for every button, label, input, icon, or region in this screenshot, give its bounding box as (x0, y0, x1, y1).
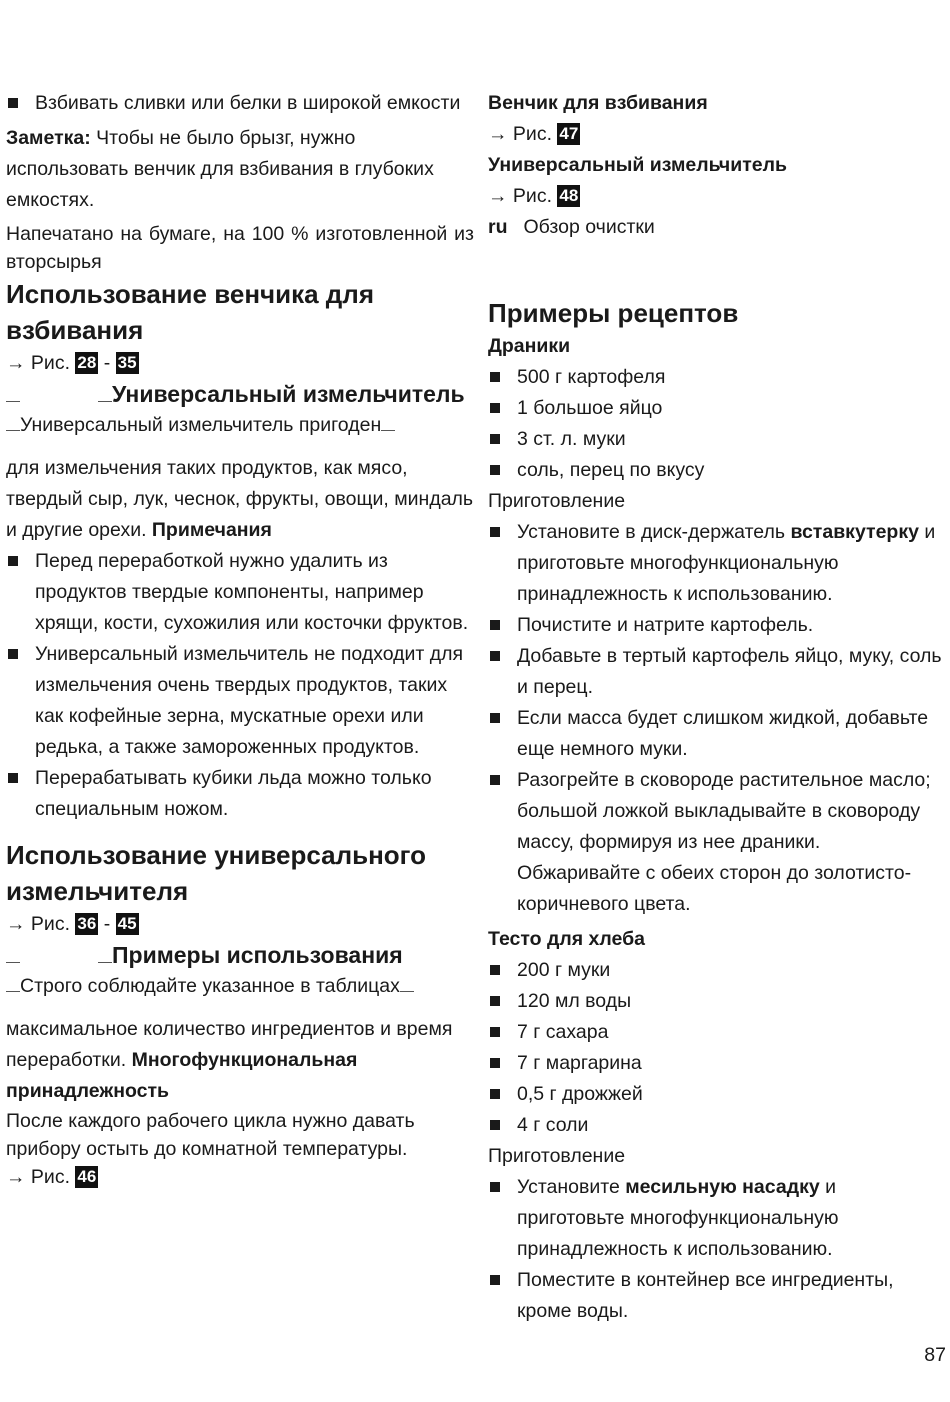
cleaning-overview-text: Обзор очистки (523, 216, 655, 238)
figure-badge-48: 48 (559, 186, 579, 205)
figure-badge-47: 47 (559, 124, 579, 143)
heading-examples (6, 940, 474, 971)
marker-line (6, 977, 20, 992)
marker-line (6, 416, 20, 431)
heading-examples-text: Примеры использования (112, 942, 403, 968)
whip-bullet-list (6, 88, 474, 119)
whisk-label: Венчик для взбивания (488, 92, 708, 114)
note-paragraph (6, 123, 474, 216)
notes-label: Примечания (146, 519, 272, 541)
step-text: и приготовьте многофункциональную принадлежность к использованию. (517, 1176, 839, 1260)
list-item: Поместите в контейнер все ингредиенты, кроме воды. (488, 1265, 946, 1327)
step-text: Установите (517, 1176, 626, 1198)
figure-badge-28: 28 (77, 353, 97, 372)
recycled-paper-note: Напечатано на бумаге, на 100 % изготовленной из вторсырья (6, 223, 474, 273)
chopper-intro-paragraph (6, 453, 474, 546)
step-bold-text: вставкутерку (790, 521, 919, 543)
list-item: 120 мл воды (488, 986, 946, 1017)
figure-badge-46: 46 (77, 1167, 97, 1186)
examples-paragraph (6, 1014, 474, 1107)
list-item: 500 г картофеля (488, 362, 946, 393)
heading-whisk-use: Использование венчика для взбивания (6, 279, 374, 345)
figure-dash: - (103, 913, 111, 935)
list-item: Добавьте в тертый картофель яйцо, муку, соль и перец. (488, 641, 946, 703)
step-text: Установите в диск-держатель (517, 521, 791, 543)
heading-use-chopper: Использование универсального измельчителя (6, 840, 427, 906)
figure-ref-48 (488, 181, 946, 212)
list-item: 7 г сахара (488, 1017, 946, 1048)
list-item: Перед переработкой нужно удалить из продуктов твердые компоненты, например хрящи, кости, сухожилия или косточки фруктов. (6, 546, 474, 639)
marker-line (98, 387, 112, 402)
note-label: Заметка: (6, 127, 91, 149)
figure-badge-36: 36 (77, 914, 97, 933)
draniki-steps-list (488, 517, 946, 920)
list-item: 3 ст. л. муки (488, 424, 946, 455)
draniki-ingredients-list (488, 362, 946, 486)
figure-prefix: → Рис. (488, 185, 552, 207)
figure-ref-47 (488, 119, 946, 150)
list-item: 200 г муки (488, 955, 946, 986)
chopper-intro-body: для измельчения таких продуктов, как мясо, твердый сыр, лук, чеснок, фрукты, овощи, миндаль и другие орехи. (6, 457, 474, 541)
figure-ref-28-35 (6, 348, 474, 379)
notes-bullet-list (6, 546, 474, 825)
examples-intro-text: Строго соблюдайте указанное в таблицах (20, 975, 400, 997)
figure-prefix: → Рис. (6, 352, 70, 374)
figure-ref-36-45 (6, 909, 474, 940)
note-text: Чтобы не было брызг, нужно использовать венчик для взбивания в глубоких емкостях. (6, 127, 434, 211)
heading-chopper-text: Универсальный измельчитель (112, 381, 465, 407)
list-item: Если масса будет слишком жидкой, добавьте еще немного муки. (488, 703, 946, 765)
list-item: 4 г соли (488, 1110, 946, 1141)
marker-line (400, 977, 414, 992)
page-number: 87 (924, 1344, 946, 1366)
preparation-label: Приготовление (488, 1145, 626, 1167)
bread-ingredients-list (488, 955, 946, 1141)
cycle-paragraph: После каждого рабочего цикла нужно давать прибору остыть до комнатной температуры. (6, 1110, 415, 1160)
draniki-title: Драники (488, 335, 571, 357)
figure-dash: - (103, 352, 111, 374)
bread-title: Тесто для хлеба (488, 928, 646, 950)
marker-line (6, 948, 20, 963)
chopper-intro-text: Универсальный измельчитель пригоден (20, 414, 382, 436)
bread-steps-list (488, 1172, 946, 1327)
marker-line (6, 387, 20, 402)
list-item: Разогрейте в сковороде растительное масло; большой ложкой выкладывайте в сковороду массу, формируя из нее драники. Обжаривайте с обеих сторон до золотисто-коричневого цвета. (488, 765, 946, 920)
left-column (6, 88, 474, 1191)
examples-intro-line (6, 971, 474, 1002)
examples-body: максимальное количество ингредиентов и время переработки. (6, 1018, 453, 1071)
list-item: Перерабатывать кубики льда можно только специальным ножом. (6, 763, 474, 825)
figure-prefix: → Рис. (6, 1166, 70, 1188)
figure-badge-35: 35 (117, 353, 137, 372)
right-column (488, 88, 946, 1327)
list-item (488, 1172, 946, 1265)
list-item: соль, перец по вкусу (488, 455, 946, 486)
list-item: 1 большое яйцо (488, 393, 946, 424)
language-code: ru (488, 216, 508, 238)
figure-prefix: → Рис. (6, 913, 70, 935)
figure-ref-46 (6, 1163, 474, 1191)
marker-line (381, 416, 395, 431)
list-item: 0,5 г дрожжей (488, 1079, 946, 1110)
multi-accessory-label: Многофункциональная принадлежность (6, 1049, 358, 1102)
heading-recipes: Примеры рецептов (488, 298, 739, 328)
cleaning-overview-line (488, 212, 946, 243)
list-item: Взбивать сливки или белки в широкой емкости (6, 88, 474, 119)
heading-chopper (6, 379, 474, 410)
preparation-label: Приготовление (488, 490, 626, 512)
figure-badge-45: 45 (117, 914, 137, 933)
figure-prefix: → Рис. (488, 123, 552, 145)
step-bold-text: месильную насадку (625, 1176, 820, 1198)
list-item: 7 г маргарина (488, 1048, 946, 1079)
list-item: Универсальный измельчитель не подходит для измельчения очень твердых продуктов, таких как кофейные зерна, мускатные орехи или редька, а также замороженных продуктов. (6, 639, 474, 763)
chopper-intro-line (6, 410, 474, 441)
list-item: Почистите и натрите картофель. (488, 610, 946, 641)
marker-line (98, 948, 112, 963)
chopper-label: Универсальный измельчитель (488, 154, 787, 176)
list-item (488, 517, 946, 610)
step-text: и приготовьте многофункциональную принадлежность к использованию. (517, 521, 936, 605)
